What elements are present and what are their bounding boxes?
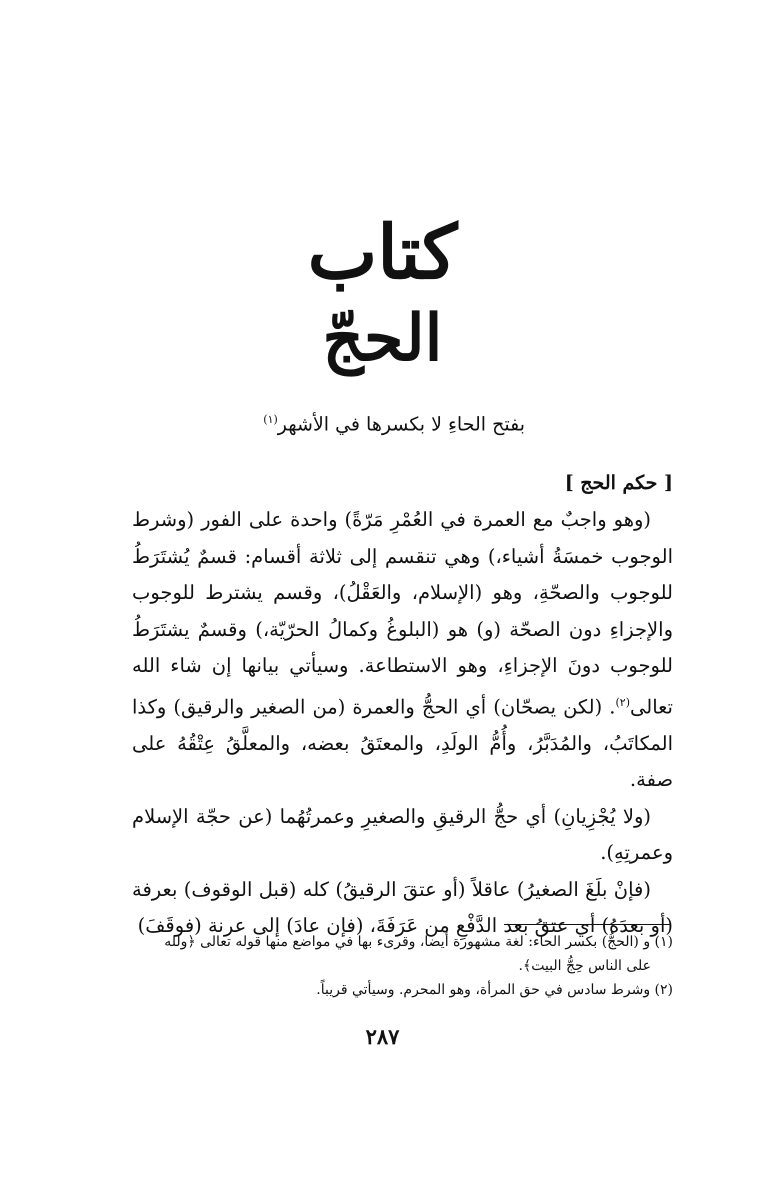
footnote-divider: [504, 924, 670, 925]
footnote: [132, 930, 673, 954]
paragraph: [132, 502, 673, 799]
paragraph-text: (وهو واجبٌ مع العمرة في العُمْرِ مَرّةً) واحدة على الفور (وشرط الوجوب خمسَةُ أشياء،) وهي تنقسم إلى ثلاثة أقسام: قسمٌ يُشتَرَطُ للوجوب والصحّةِ، وهو (الإسلام، والعَقْلُ)، وقسم يشترط للوجوب والإجزاءِ دون الصحّة (و) هو (البلوغُ وكمالُ الحرّيّة،) وقسمٌ يشتَرَطُ للوجوب دونَ الإجزاءِ، وهو الاستطاعة. وسيأتي بيانها إن شاء الله تعالى: [132, 508, 673, 718]
main-text: [132, 502, 673, 945]
footnote-text: (١) و (الحجُّ) بكسر الحاء: لغة مشهورة أيضا، وقرىء بها في مواضع منها قوله تعالى ﴿ولله: [164, 934, 673, 950]
chapter-subtitle: [263, 405, 525, 439]
paragraph-text-continued: . (لكن يصحّان) أي الحجُّ والعمرة (من الصغير والرقيق) وكذا المكاتَبُ، والمُدَبَّرُ، وأُمُّ الولَدِ، والمعتَقُ بعضه، والمعلَّقُ عِتْقُهُ على صفة.: [132, 695, 673, 791]
chapter-title: [0, 205, 765, 381]
section-heading: [ حكم الحج ]: [564, 472, 673, 494]
page-number: ٢٨٧: [365, 1024, 400, 1049]
chapter-title-name: الحجّ: [322, 301, 443, 376]
chapter-subtitle-text: بفتح الحاءِ لا بكسرها في الأشهر: [277, 413, 525, 436]
paragraph-text: (فإنْ بلَغَ الصغيرُ) عاقلاً (أو عتقَ الرقيقُ) كله (قبل الوقوف) بعرفة (أو بعدَهُ) أي عتقُ بعد الدَّفْعِ من عَرَفَةَ، (فإن عادَ) إلى عرنة (فوقَفَ): [132, 877, 673, 937]
chapter-title-book-word: كتاب: [307, 210, 458, 296]
paragraph-text: (ولا يُجْزِيانِ) أي حجُّ الرقيقِ والصغيرِ وعمرتُهُما (عن حجّة الإسلام وعمرتِهِ).: [132, 804, 673, 864]
footnotes: [132, 930, 673, 1002]
footnote-ref: (١): [263, 413, 278, 426]
footnote-ref: (٢): [615, 695, 631, 709]
footnote-continuation: [132, 954, 673, 978]
paragraph: [132, 799, 673, 872]
footnote-text: (٢) وشرط سادس في حق المرأة، وهو المحرم. وسيأتي قريباً.: [316, 982, 673, 998]
footnote-text: على الناس حِجُّ البيت﴾.: [518, 958, 651, 974]
footnote: [132, 978, 673, 1002]
